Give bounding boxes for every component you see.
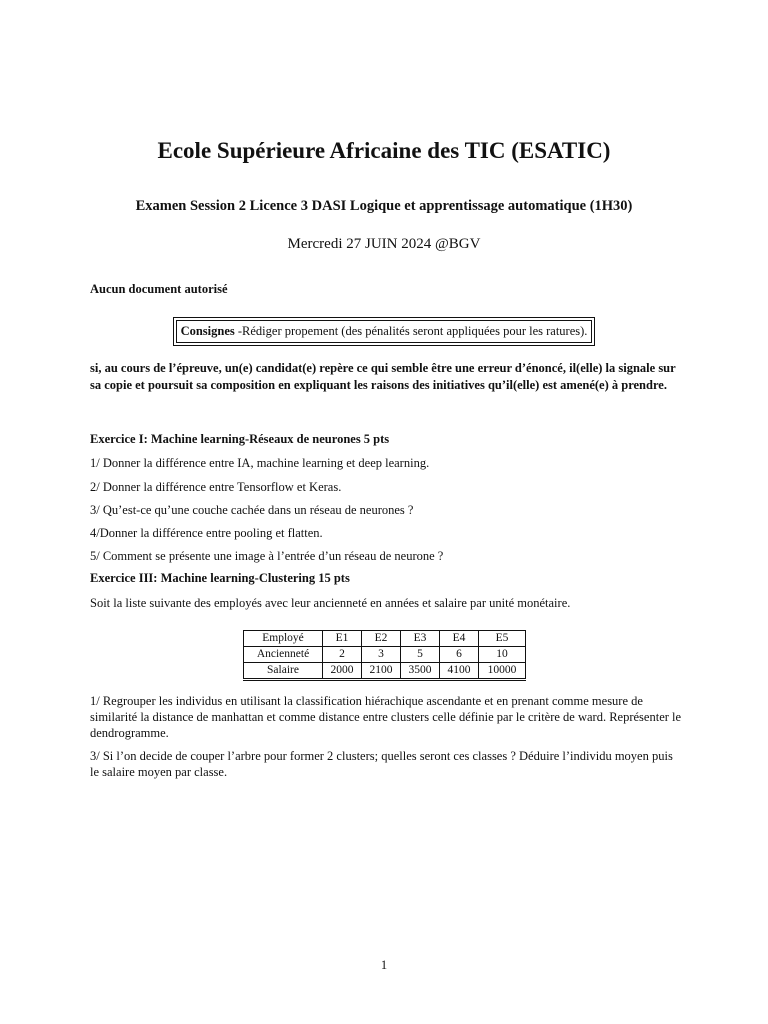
consignes-body: -Rédiger propement (des pénalités seront appliquées pour les ratures).: [234, 324, 588, 338]
no-document-notice: Aucun document autorisé: [90, 282, 228, 296]
exercise3-intro: Soit la liste suivante des employés avec leur ancienneté en années et salaire par unité monétaire.: [90, 596, 571, 610]
page-title: Ecole Supérieure Africaine des TIC (ESATIC): [157, 138, 611, 163]
table-cell: E1: [323, 631, 362, 647]
table-row: [244, 631, 526, 647]
table-cell: Ancienneté: [244, 647, 323, 663]
table-cell: Employé: [244, 631, 323, 647]
exercise1-question-4: 4/Donner la différence entre pooling et flatten.: [90, 526, 323, 540]
exercise1-title: Exercice I: Machine learning-Réseaux de neurones 5 pts: [90, 432, 390, 446]
table-cell: E2: [362, 631, 401, 647]
exercise1-question-1: 1/ Donner la différence entre IA, machine learning et deep learning.: [90, 456, 430, 470]
table-cell: 4100: [440, 663, 479, 680]
table-row: [244, 647, 526, 663]
exercise1-question-5: 5/ Comment se présente une image à l’entrée d’un réseau de neurone ?: [90, 549, 444, 563]
table-cell: 2: [323, 647, 362, 663]
table-cell: 2100: [362, 663, 401, 680]
consignes-text: [176, 320, 593, 343]
error-warning: si, au cours de l’épreuve, un(e) candidat(e) repère ce qui semble être une erreur d’énoncé, il(elle) la signale sur sa copie et poursuit sa composition en expliquant les raisons des initiatives qu’il(elle) est amené(e) à prendre.: [90, 361, 676, 392]
table-cell: E5: [479, 631, 526, 647]
exercise3-question-3: 3/ Si l’on decide de couper l’arbre pour former 2 clusters; quelles seront ces classes ? Déduire l’individu moyen puis le salaire moyen par classe.: [90, 749, 673, 779]
table-cell: E3: [401, 631, 440, 647]
consignes-box: [173, 317, 596, 346]
table-cell: Salaire: [244, 663, 323, 680]
consignes-container: [0, 317, 768, 346]
employee-table: [243, 630, 526, 681]
table-cell: E4: [440, 631, 479, 647]
page-number: 1: [380, 958, 388, 972]
exercise1-question-3: 3/ Qu’est-ce qu’une couche cachée dans un réseau de neurones ?: [90, 503, 414, 517]
exercise3-title: Exercice III: Machine learning-Clustering 15 pts: [90, 571, 350, 585]
table-cell: 6: [440, 647, 479, 663]
exercise1-question-2: 2/ Donner la différence entre Tensorflow et Keras.: [90, 480, 342, 494]
exam-date: Mercredi 27 JUIN 2024 @BGV: [287, 236, 481, 252]
consignes-label: Consignes: [180, 324, 235, 338]
exercise3-question-1: 1/ Regrouper les individus en utilisant la classification hiérachique ascendante et en prenant comme mesure de similarité la distance de manhattan et comme distance entre clusters celle définie par le critère de ward. Représenter le dendrogramme.: [90, 694, 682, 740]
table-cell: 10000: [479, 663, 526, 680]
table-cell: 10: [479, 647, 526, 663]
exam-subtitle: Examen Session 2 Licence 3 DASI Logique et apprentissage automatique (1H30): [135, 198, 633, 214]
table-cell: 3500: [401, 663, 440, 680]
table-cell: 3: [362, 647, 401, 663]
table-cell: 2000: [323, 663, 362, 680]
table-row: [244, 663, 526, 680]
table-cell: 5: [401, 647, 440, 663]
